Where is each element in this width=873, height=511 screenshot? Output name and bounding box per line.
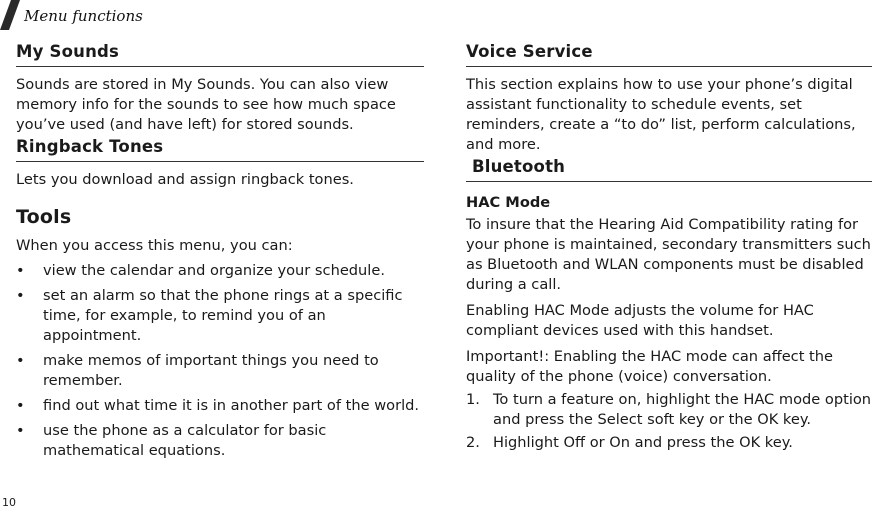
bullet-icon: • xyxy=(16,422,25,439)
left-column xyxy=(16,40,424,461)
list-item-text: make memos of important things you need to remember. xyxy=(43,352,379,389)
list-item-text: view the calendar and organize your schedule. xyxy=(43,262,385,279)
hac-paragraph-1: To insure that the Hearing Aid Compatibility rating for your phone is maintained, secondary transmitters such as Bluetooth and WLAN components must be disabled during a call. xyxy=(466,216,871,293)
step-number: 1. xyxy=(466,391,480,408)
voice-service-body: This section explains how to use your phone’s digital assistant functionality to schedule events, set reminders, create a “to do” list, perform calculations, and more. xyxy=(466,76,856,153)
tools-list xyxy=(16,261,424,461)
step-text: Highlight Off or On and press the OK key. xyxy=(493,434,793,451)
my-sounds-body: Sounds are stored in My Sounds. You can also view memory info for the sounds to see how much space you’ve used (and have left) for stored sounds. xyxy=(16,76,396,133)
ringback-tones-body: Lets you download and assign ringback tones. xyxy=(16,171,354,188)
bullet-icon: • xyxy=(16,287,25,304)
header-accent-bar xyxy=(0,0,20,30)
list-item xyxy=(16,396,424,416)
list-item-text: use the phone as a calculator for basic mathematical equations. xyxy=(43,422,327,459)
hac-mode-heading: HAC Mode xyxy=(466,194,551,211)
list-item-text: find out what time it is in another part of the world. xyxy=(43,397,420,414)
list-item xyxy=(466,433,872,453)
page-header-title: Menu functions xyxy=(24,7,143,25)
right-column xyxy=(466,40,872,453)
ringback-tones-heading: Ringback Tones xyxy=(16,135,424,162)
hac-paragraph-3: Important!: Enabling the HAC mode can affect the quality of the phone (voice) conversation. xyxy=(466,348,834,385)
bluetooth-heading: Bluetooth xyxy=(466,155,872,182)
list-item xyxy=(16,421,424,461)
tools-intro: When you access this menu, you can: xyxy=(16,237,293,254)
tools-heading: Tools xyxy=(16,206,72,228)
hac-paragraph-2: Enabling HAC Mode adjusts the volume for HAC compliant devices used with this handset. xyxy=(466,302,814,339)
my-sounds-heading: My Sounds xyxy=(16,40,424,67)
page-number: 10 xyxy=(2,496,16,509)
bullet-icon: • xyxy=(16,262,25,279)
step-text: To turn a feature on, highlight the HAC mode option and press the Select soft key or the OK key. xyxy=(493,391,872,428)
list-item xyxy=(16,261,424,281)
hac-steps-list xyxy=(466,390,872,453)
list-item xyxy=(16,351,424,391)
bullet-icon: • xyxy=(16,397,25,414)
step-number: 2. xyxy=(466,434,480,451)
bullet-icon: • xyxy=(16,352,25,369)
list-item xyxy=(16,286,424,346)
list-item xyxy=(466,390,872,430)
list-item-text: set an alarm so that the phone rings at a specific time, for example, to remind you of an appointment. xyxy=(43,287,403,344)
voice-service-heading: Voice Service xyxy=(466,40,872,67)
